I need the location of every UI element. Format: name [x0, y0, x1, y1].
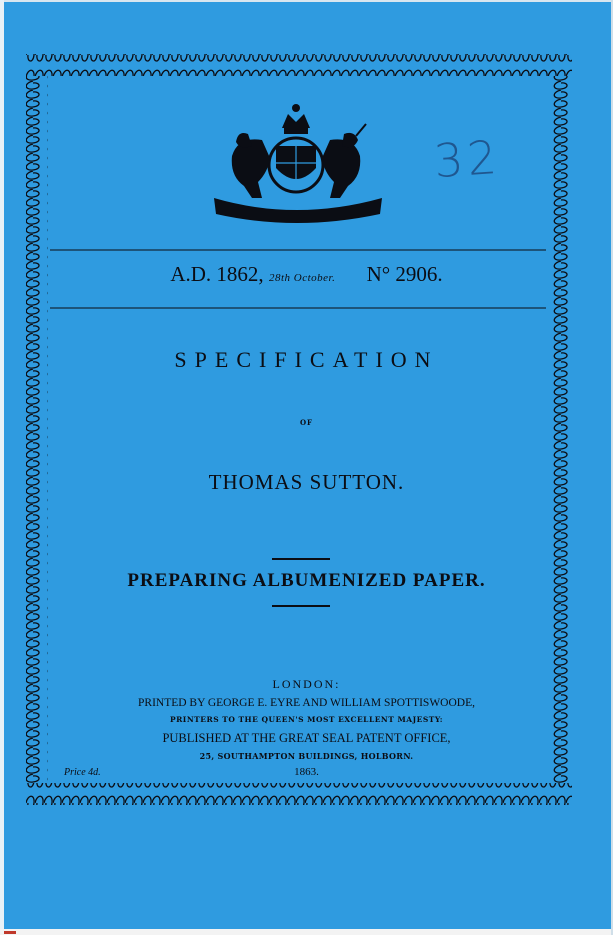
imprint-printers-to: PRINTERS TO THE QUEEN'S MOST EXCELLENT MAJESTY: [169, 715, 444, 724]
of-label: OF [299, 418, 314, 427]
imprint-published: PUBLISHED AT THE GREAT SEAL PATENT OFFICE, [162, 731, 451, 745]
patent-number: N° 2906. [366, 262, 443, 286]
ad-year: A.D. 1862, [170, 262, 264, 286]
imprint-printed-by: PRINTED BY GEORGE E. EYRE AND WILLIAM SPOTTISWOODE, [138, 697, 475, 709]
imprint-place: LONDON: [272, 677, 341, 691]
date-line [0, 262, 613, 287]
imprint-address: 25, SOUTHAMPTON BUILDINGS, HOLBORN. [199, 751, 414, 761]
royal-coat-of-arms [214, 104, 382, 223]
patent-title: PREPARING ALBUMENIZED PAPER. [127, 570, 486, 591]
handwritten-number: 32 [432, 129, 503, 189]
price-label: Price 4d. [64, 767, 101, 778]
specification-heading: SPECIFICATION [174, 347, 439, 372]
ad-date: 28th October. [268, 272, 336, 284]
inventor-name: THOMAS SUTTON. [208, 470, 405, 494]
imprint-year: 1863. [294, 766, 319, 778]
